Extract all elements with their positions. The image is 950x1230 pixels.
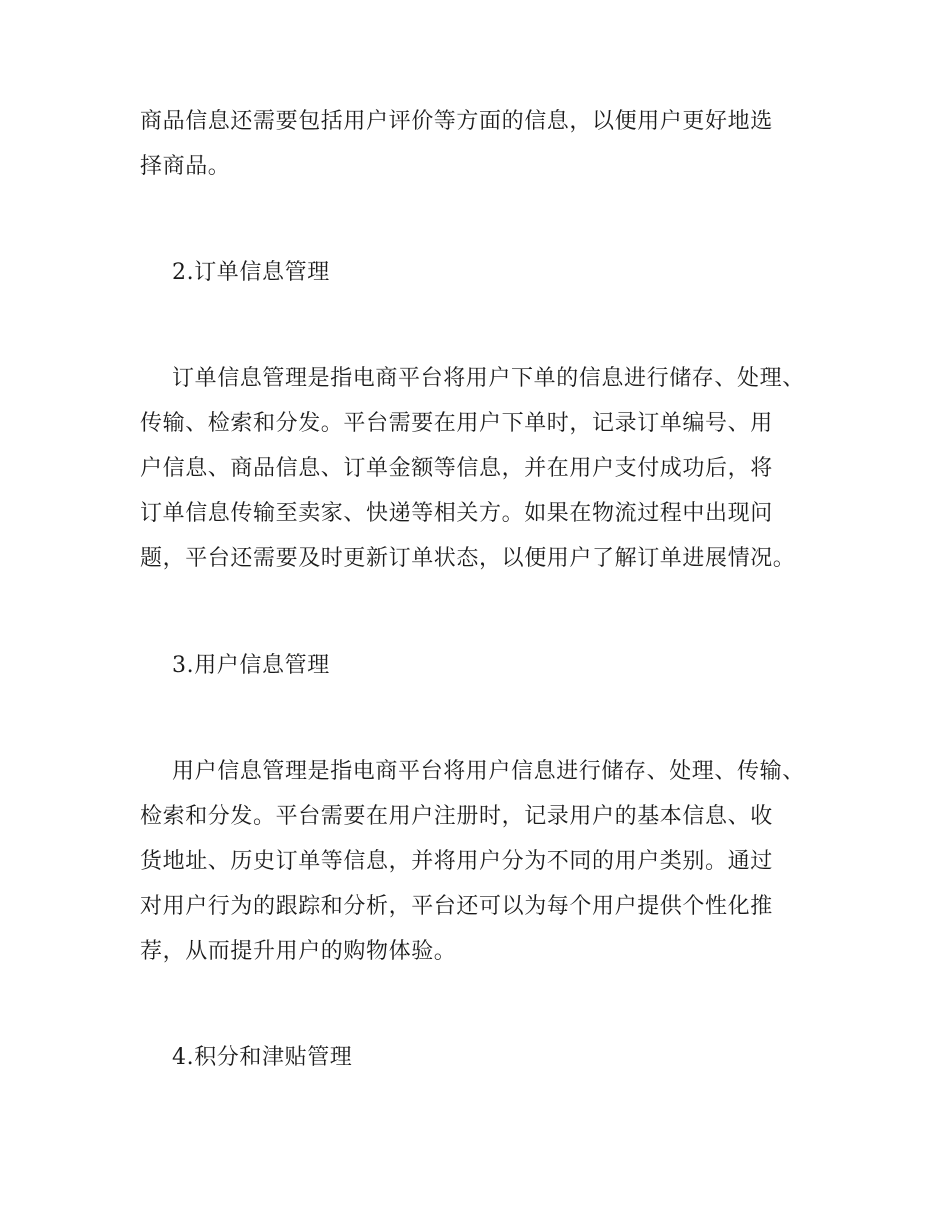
order-para-line-2: 传输、检索和分发。平台需要在用户下单时，记录订单编号、用	[140, 411, 773, 436]
user-para-line-2: 检索和分发。平台需要在用户注册时，记录用户的基本信息、收	[140, 804, 773, 829]
user-para-line-4: 对用户行为的跟踪和分析，平台还可以为每个用户提供个性化推	[140, 894, 773, 919]
section-heading-points: 4.积分和津贴管理	[172, 1045, 353, 1070]
user-para-line-1: 用户信息管理是指电商平台将用户信息进行储存、处理、传输、	[172, 759, 805, 784]
section-heading-user: 3.用户信息管理	[172, 653, 330, 678]
intro-line-2: 择商品。	[140, 154, 231, 179]
user-para-line-3: 货地址、历史订单等信息，并将用户分为不同的用户类别。通过	[140, 849, 773, 874]
order-para-line-4: 订单信息传输至卖家、快递等相关方。如果在物流过程中出现问	[140, 501, 773, 526]
order-para-line-1: 订单信息管理是指电商平台将用户下单的信息进行储存、处理、	[172, 366, 805, 391]
order-para-line-5: 题，平台还需要及时更新订单状态，以便用户了解订单进展情况。	[140, 546, 796, 571]
section-heading-order: 2.订单信息管理	[172, 260, 330, 285]
intro-line-1: 商品信息还需要包括用户评价等方面的信息，以便用户更好地选	[140, 109, 773, 134]
order-para-line-3: 户信息、商品信息、订单金额等信息，并在用户支付成功后，将	[140, 456, 773, 481]
user-para-line-5: 荐，从而提升用户的购物体验。	[140, 939, 457, 964]
